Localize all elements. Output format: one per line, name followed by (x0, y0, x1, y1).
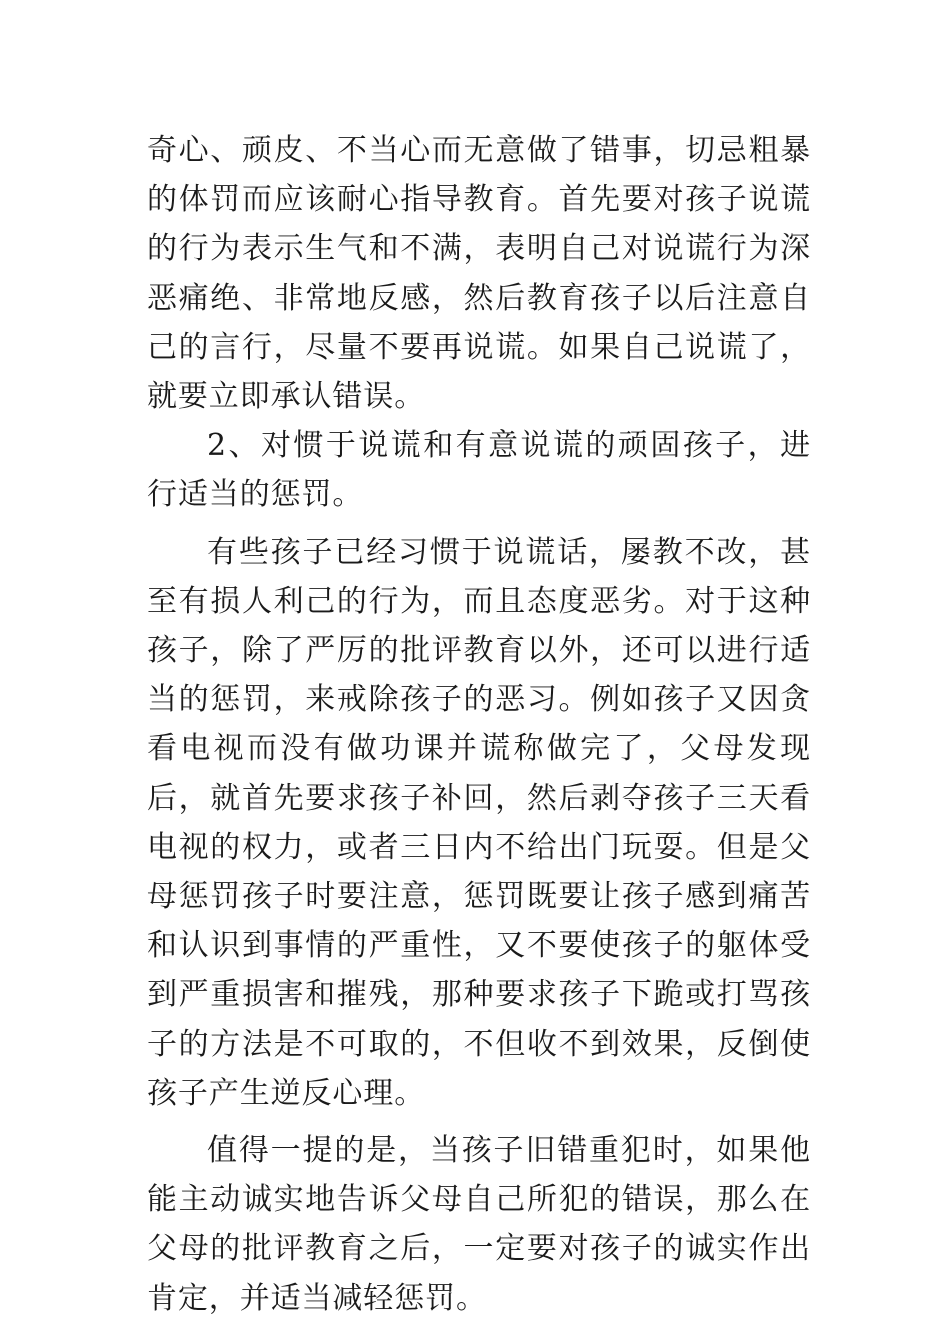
paragraph-gap (147, 1118, 811, 1126)
paragraph-honesty: 值得一提的是，当孩子旧错重犯时，如果他能主动诚实地告诉父母自己所犯的错误，那么在父母的批评教育之后，一定要对孩子的诚实作出肯定，并适当减轻惩罚。 (147, 1133, 811, 1316)
paragraph-gap (147, 520, 811, 528)
paragraph-continued: 奇心、顽皮、不当心而无意做了错事，切忌粗暴的体罚而应该耐心指导教育。首先要对孩子说谎的行为表示生气和不满，表明自己对说谎行为深恶痛绝、非常地反感，然后教育孩子以后注意自己的言行，尽量不要再说谎。如果自己说谎了，就要立即承认错误。 (147, 133, 811, 415)
paragraph-point-2: 2、对惯于说谎和有意说谎的顽固孩子，进行适当的惩罚。 (147, 428, 811, 513)
paragraph-punishment: 有些孩子已经习惯于说谎话，屡教不改，甚至有损人利己的行为，而且态度恶劣。对于这种孩子，除了严厉的批评教育以外，还可以进行适当的惩罚，来戒除孩子的恶习。例如孩子又因贪看电视而没有做功课并谎称做完了，父母发现后，就首先要求孩子补回，然后剥夺孩子三天看电视的权力，或者三日内不给出门玩耍。但是父母惩罚孩子时要注意，惩罚既要让孩子感到痛苦和认识到事情的严重性，又不要使孩子的躯体受到严重损害和摧残，那种要求孩子下跪或打骂孩子的方法是不可取的，不但收不到效果，反倒使孩子产生逆反心理。 (147, 534, 811, 1111)
document-body (147, 126, 811, 1323)
